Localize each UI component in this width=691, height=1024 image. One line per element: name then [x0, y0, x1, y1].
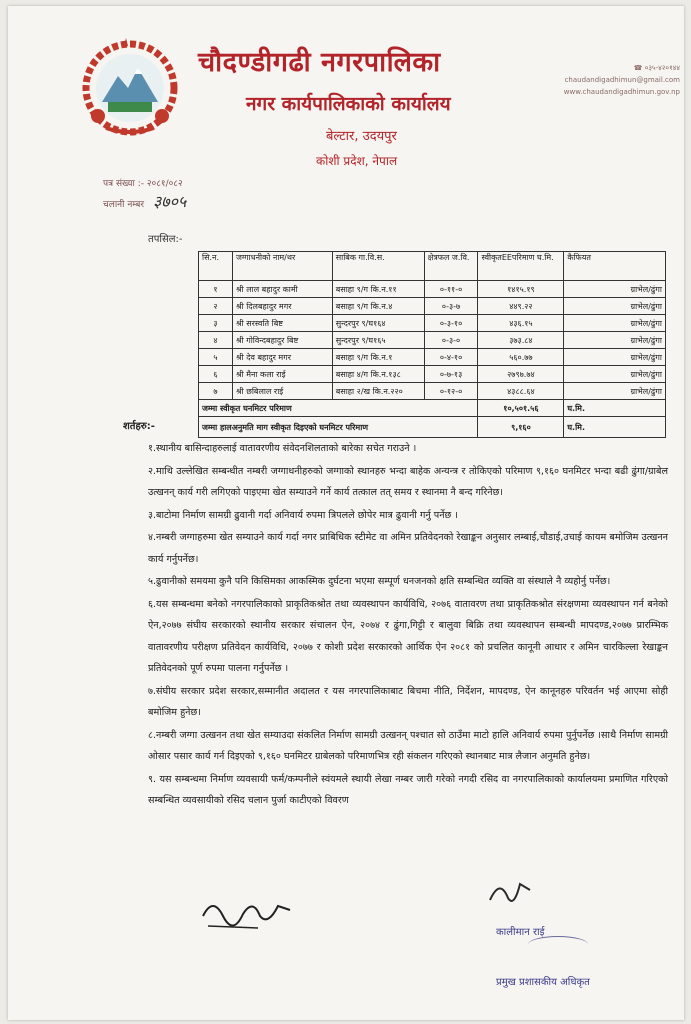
cell-qty: २७९७.७४	[478, 366, 564, 383]
cell-sn: ७	[199, 383, 233, 400]
address-line-1: बेल्टार, उदयपुर	[326, 129, 397, 144]
stamp-arc	[528, 936, 588, 953]
cell-name: श्री मैना कला राई	[232, 366, 332, 383]
cell-sn: ४	[199, 332, 233, 349]
cell-vdc: सुन्दरपुर ९/घ१६५	[332, 332, 424, 349]
total-permitted-unit: घ.मि.	[564, 417, 666, 438]
contact-website: www.chaudandigadhimun.gov.np	[563, 88, 680, 96]
dispatch-row	[103, 193, 186, 214]
condition-item: ४.नम्बरी जग्गाहरुमा खेत सम्याउने कार्य गर्दा नगर प्राबिधिक स्टीमेट वा अमिन प्रतिवेदनको रेखाङ्कन अनुसार लम्बाई,चौडाई,उचाई कायम बमोजिम उत्खनन कार्य गर्नुपर्नेछ।	[148, 532, 668, 565]
col-header-qty: स्वीकृतEEपरिमाण घ.मि.	[478, 252, 564, 281]
cell-vdc: बसाहा २/ख कि.न.२२०	[332, 383, 424, 400]
cell-name: श्री छबिलाल राई	[232, 383, 332, 400]
col-header-area: क्षेत्रफल ज.वि.	[424, 252, 478, 281]
total-approved-unit: घ.मि.	[564, 400, 666, 417]
cell-area: ०-४-१०	[424, 349, 478, 366]
cell-sn: १	[199, 281, 233, 298]
signatory-post: प्रमुख प्रशासकीय अधिकृत	[496, 977, 590, 988]
table-row	[199, 349, 666, 366]
cell-remark: ग्राभेल/ढुंगा	[564, 298, 666, 315]
land-table	[198, 251, 666, 438]
cell-remark: ग्राभेल/ढुंगा	[564, 281, 666, 298]
dispatch-label: चलानी नम्बर	[103, 200, 145, 210]
cell-vdc: सुन्दरपुर ९/घ१६४	[332, 315, 424, 332]
cell-vdc: बसाहा ९/ग कि.न.४	[332, 298, 424, 315]
total-approved-label: जम्मा स्वीकृत घनमिटर परिमाण	[199, 400, 478, 417]
nepal-emblem-icon	[78, 36, 182, 140]
cell-remark: ग्राभेल/ढुंगा	[564, 332, 666, 349]
cell-sn: ६	[199, 366, 233, 383]
dispatch-number: ३७०५	[152, 192, 187, 211]
cell-remark: ग्राभेल/ढुंगा	[564, 383, 666, 400]
condition-item: ८.नम्बरी जग्गा उत्खनन तथा खेत सम्याउदा संकलित निर्माण सामग्री उत्खनन् पश्चात सो ठाउँमा माटो हालि अनिवार्य रुपमा पुर्नुपर्नेछ ।साथै निर्माण सामग्री ओसार पसार कार्य गर्न दिइएको ९,१६० घनमिटर ग्राबेलको परिमाणभित्र रही संकलन गरिएको स्थानबाट मात्र लैजान अनुमति हुनेछ।	[148, 729, 668, 762]
cell-qty: ४४९.२२	[478, 298, 564, 315]
cell-name: श्री लाल बहादुर कामी	[232, 281, 332, 298]
col-header-sn: सि.न.	[199, 252, 233, 281]
cell-remark: ग्राभेल/ढुंगा	[564, 349, 666, 366]
table-row	[199, 315, 666, 332]
letterhead-title: चौदण्डीगढी नगरपालिका	[198, 47, 441, 78]
table-header-row	[199, 252, 666, 281]
total-permitted-value: ९,१६०	[478, 417, 564, 438]
handwritten-signature-right	[486, 874, 536, 910]
total-row-approved	[199, 400, 666, 417]
table-row	[199, 383, 666, 400]
condition-item: ९. यस सम्बन्धमा निर्माण व्यवसायी फर्म/कम्पनीले स्वंयमले स्थायी लेखा नम्बर जारी गरेको नगदी रसिद वा नगरपालिकाको कार्यालयमा प्रमाणित गरिएको सम्बन्धित व्यवसायीको रसिद चलान पुर्जा काटीएको विवरण	[148, 773, 668, 806]
reference-block	[103, 176, 186, 214]
tapsil-label: तपसिल:-	[148, 234, 183, 245]
table-row	[199, 281, 666, 298]
table-row	[199, 298, 666, 315]
condition-item: ७.संघीय सरकार प्रदेश सरकार,सम्मानीत अदालत र यस नगरपालिकाबाट बिचमा नीति, निर्देशन, मापदण्ड, ऐन कानूनहरु परिवर्तन भई आएमा सोही बमोजिम हुनेछ।	[148, 685, 668, 718]
cell-qty: ४३८८.६४	[478, 383, 564, 400]
cell-vdc: बसाहा ९/ग कि.न.१	[332, 349, 424, 366]
cell-sn: २	[199, 298, 233, 315]
condition-item: ५.ढुवानीको समयमा कुनै पनि किसिमका आकस्मिक दुर्घटना भएमा सम्पूर्ण धनजनको क्षति सम्बन्धित व्यक्ति वा संस्थाले नै व्यहोर्नु पर्नेछ।	[148, 576, 611, 587]
col-header-vdc: साबिक गा.वि.स.	[332, 252, 424, 281]
cell-name: श्री दिलबहादुर मगर	[232, 298, 332, 315]
cell-area: ०-३-१०	[424, 315, 478, 332]
condition-item: २.माथि उल्लेखित सम्बन्धीत नम्बरी जग्गाधनीहरुको जग्गाको स्थानहरु भन्दा बाहेक अन्यन्त्र र तोकिएको परिमाण ९,१६० घनमिटर भन्दा बढी ढुंगा/ग्राबेल उत्खनन् कार्य गरी लगिएको पाइएमा खेत सम्याउने गर्ने कार्य तत्काल तत् समय र स्थानमा नै बन्द गरिनेछ।	[148, 465, 668, 498]
letter-number: पत्र संख्या :- २०८१/०८२	[103, 179, 183, 189]
contact-email: chaudandigadhimun@gmail.com	[564, 76, 680, 84]
address-line-2: कोशी प्रदेश, नेपाल	[316, 154, 398, 168]
conditions-heading: शर्तहरु:-	[123, 421, 155, 432]
col-header-remark: कैफियत	[564, 252, 666, 281]
total-permitted-label: जम्मा हालअनुमति माग स्वीकृत दिइएको घनमिटर परिमाण	[199, 417, 478, 438]
cell-remark: ग्राभेल/ढुंगा	[564, 366, 666, 383]
condition-item: ६.यस सम्बन्धमा बनेको नगरपालिकाको प्राकृतिकश्रोत तथा व्यवस्थापन कार्यविधि, २०७६ वातावरण तथा प्राकृतिकश्रोत संरक्षणमा व्यवस्थापन गर्न बनेको ऐन,२०७७ संघीय सरकारको स्थानीय सरकार संचालन ऐन, २०७४ र ढुंगा,गिट्टी र बालुवा बिक्रि तथा व्यवस्थापन सम्बन्धी मापदण्ड,२०७७ प्रारम्भिक वातावरणीय परीक्षण प्रतिवेदन कार्यविधि, २०७७ र कोशी प्रदेश सरकारको आर्थिक ऐन २०८१ को प्रचलित कानूनी आधार र अमिन चारकिल्ला रेखाङ्कन प्रतिवेदनको पूर्ण रुपमा पालना गर्नुपर्नेछ ।	[148, 598, 668, 674]
cell-qty: ५६०.७७	[478, 349, 564, 366]
letterhead-subtitle: नगर कार्यपालिकाको कार्यालय	[246, 93, 451, 115]
letter-page	[8, 6, 684, 1020]
cell-area: ०-३-७	[424, 298, 478, 315]
conditions-list	[148, 438, 668, 813]
cell-sn: ३	[199, 315, 233, 332]
cell-vdc: बसाहा ९/ग कि.न.११	[332, 281, 424, 298]
cell-qty: ३७३.८४	[478, 332, 564, 349]
cell-name: श्री सरस्वति बिष्ट	[232, 315, 332, 332]
cell-area: ०-७-१३	[424, 366, 478, 383]
table-row	[199, 332, 666, 349]
condition-item: १.स्थानीय बासिन्दाहरुलाई वातावरणीय संवेदनशिलताको बारेका सचेत गराउने ।	[148, 443, 417, 454]
col-header-name: जग्गाधनीको नाम/थर	[232, 252, 332, 281]
cell-sn: ५	[199, 349, 233, 366]
handwritten-signature-left	[198, 886, 298, 936]
contact-block	[564, 62, 680, 98]
cell-qty: ४३६.१५	[478, 315, 564, 332]
total-approved-value: १०,५०१.५६	[478, 400, 564, 417]
cell-area: ०-११-०	[424, 281, 478, 298]
total-row-permitted	[199, 417, 666, 438]
cell-qty: १४१५.१९	[478, 281, 564, 298]
cell-name: श्री गोविन्दबहादुर बिष्ट	[232, 332, 332, 349]
cell-name: श्री देव बहादुर मगर	[232, 349, 332, 366]
signatory-name: कालीमान राई	[496, 927, 545, 938]
cell-area: ०-३-०	[424, 332, 478, 349]
cell-vdc: बसाहा ४/ग कि.न.१३८	[332, 366, 424, 383]
condition-item: ३.बाटोमा निर्माण सामग्री ढुवानी गर्दा अनिवार्य रुपमा त्रिपलले छोपेर मात्र ढुवानी गर्नु पर्नेछ ।	[148, 509, 458, 521]
table-row	[199, 366, 666, 383]
contact-phone: ☎ ०३५-४२०१४४	[633, 64, 680, 72]
cell-remark: ग्राभेल/ढुंगा	[564, 315, 666, 332]
cell-area: ०-१२-०	[424, 383, 478, 400]
